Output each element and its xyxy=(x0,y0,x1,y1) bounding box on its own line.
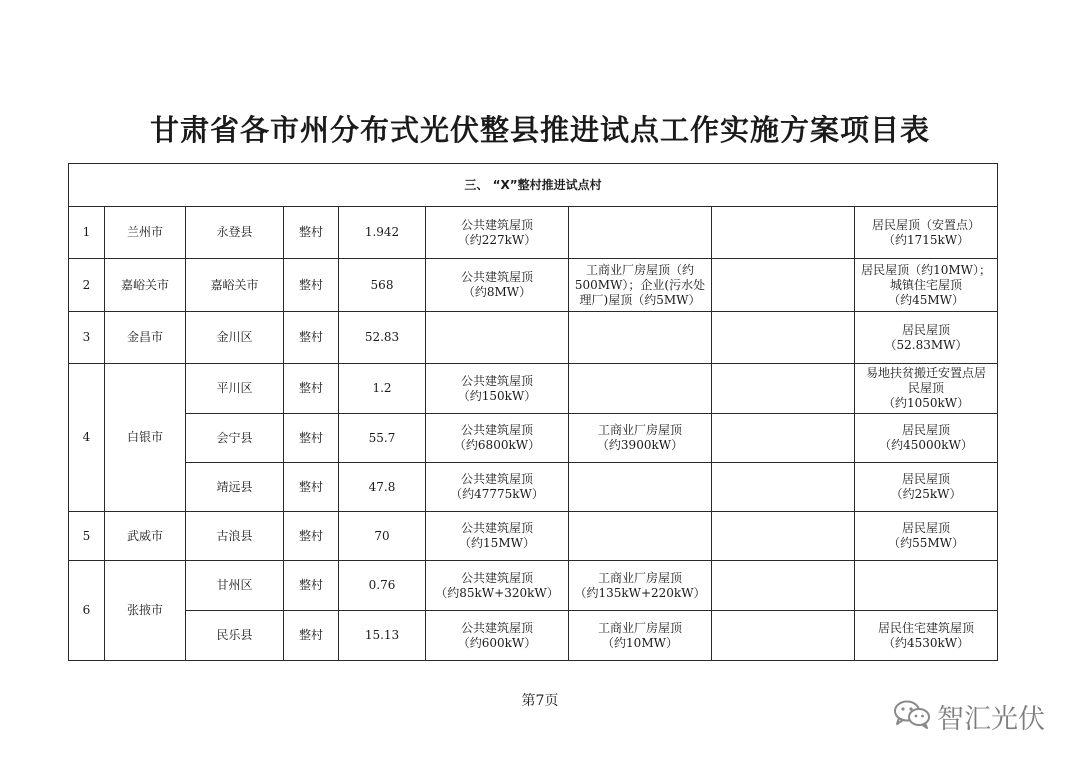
county-cell: 永登县 xyxy=(186,207,284,259)
cell-line: 民屋顶 xyxy=(908,381,945,395)
city-cell: 兰州市 xyxy=(105,207,186,259)
cell-line: 公共建筑屋顶 xyxy=(460,270,533,284)
capacity-cell: 0.76 xyxy=(339,561,426,611)
cell-line: 公共建筑屋顶 xyxy=(460,620,533,635)
cell-line: （约1050kW） xyxy=(882,396,970,410)
city-cell: 金昌市 xyxy=(105,312,186,364)
capacity-cell: 568 xyxy=(339,259,426,312)
cell-line: 公共建筑屋顶 xyxy=(460,570,533,585)
cell-line: 居民屋顶 xyxy=(902,322,951,337)
page-title: 甘肃省各市州分布式光伏整县推进试点工作实施方案项目表 xyxy=(149,113,930,147)
public-building-cell xyxy=(426,207,569,259)
industrial-cell xyxy=(569,512,712,561)
industrial-cell xyxy=(569,364,712,414)
residential-cell xyxy=(855,259,998,312)
row-number: 2 xyxy=(69,259,105,312)
residential-cell xyxy=(855,207,998,259)
cell-line: 居民住宅建筑屋顶 xyxy=(878,620,975,635)
cell-line: （约15MW） xyxy=(459,536,535,550)
other-cell xyxy=(712,207,855,259)
table-row xyxy=(69,561,998,611)
cell-line: （约45000kW） xyxy=(879,438,973,452)
cell-line: （约45MW） xyxy=(888,292,964,307)
county-cell: 平川区 xyxy=(186,364,284,414)
cell-line: （约150kW） xyxy=(457,388,537,403)
type-cell: 整村 xyxy=(284,312,339,364)
cell-line: （约47775kW） xyxy=(450,487,544,501)
cell-line: （约1715kW） xyxy=(882,232,970,247)
cell-line: （约85kW+320kW） xyxy=(435,585,559,600)
industrial-cell xyxy=(569,414,712,463)
other-cell xyxy=(712,414,855,463)
county-cell: 古浪县 xyxy=(186,512,284,561)
cell-line: （约135kW+220kW） xyxy=(574,585,706,600)
cell-line: （约25kW） xyxy=(890,487,962,501)
other-cell xyxy=(712,561,855,611)
cell-line: （约55MW） xyxy=(888,536,964,550)
cell-line: 工商业厂房屋顶 xyxy=(597,570,682,585)
residential-cell xyxy=(855,364,998,414)
residential-cell xyxy=(855,611,998,661)
cell-line: 易地扶贫搬迁安置点居 xyxy=(866,366,987,380)
capacity-cell: 55.7 xyxy=(339,414,426,463)
county-cell: 会宁县 xyxy=(186,414,284,463)
cell-line: 公共建筑屋顶 xyxy=(460,521,533,535)
public-building-cell xyxy=(426,611,569,661)
city-cell: 张掖市 xyxy=(105,561,186,661)
industrial-cell xyxy=(569,561,712,611)
public-building-cell xyxy=(426,259,569,312)
capacity-cell: 52.83 xyxy=(339,312,426,364)
cell-line: 公共建筑屋顶 xyxy=(460,423,533,437)
capacity-cell: 1.2 xyxy=(339,364,426,414)
cell-line: （52.83MW） xyxy=(884,337,968,352)
cell-line: 居民屋顶（约10MW）； xyxy=(861,262,991,277)
section-header: 三、 “X”整村推进试点村 xyxy=(69,164,998,207)
public-building-cell xyxy=(426,463,569,512)
table-row xyxy=(69,259,998,312)
city-cell: 嘉峪关市 xyxy=(105,259,186,312)
county-cell: 民乐县 xyxy=(186,611,284,661)
city-cell: 武威市 xyxy=(105,512,186,561)
cell-line: 居民屋顶 xyxy=(902,521,951,535)
cell-line: （约600kW） xyxy=(457,635,537,650)
type-cell: 整村 xyxy=(284,561,339,611)
industrial-cell xyxy=(569,463,712,512)
cell-line: 公共建筑屋顶 xyxy=(460,217,533,232)
industrial-cell xyxy=(569,259,712,312)
county-cell: 靖远县 xyxy=(186,463,284,512)
county-cell: 嘉峪关市 xyxy=(186,259,284,312)
other-cell xyxy=(712,259,855,312)
cell-line: 公共建筑屋顶 xyxy=(460,472,533,486)
cell-line: （约3900kW） xyxy=(596,438,684,452)
cell-line: 500MW）；企业(污水处 xyxy=(574,277,706,292)
cell-line: （约8MW） xyxy=(462,285,532,299)
other-cell xyxy=(712,364,855,414)
row-number: 6 xyxy=(69,561,105,661)
table-row xyxy=(69,312,998,364)
other-cell xyxy=(712,611,855,661)
cell-line: （约227kW） xyxy=(457,232,537,247)
cell-line: 城镇住宅屋顶 xyxy=(890,277,963,292)
residential-cell xyxy=(855,512,998,561)
cell-line: 工商业厂房屋顶 xyxy=(597,620,682,635)
capacity-cell: 47.8 xyxy=(339,463,426,512)
capacity-cell: 15.13 xyxy=(339,611,426,661)
other-cell xyxy=(712,312,855,364)
residential-cell xyxy=(855,312,998,364)
county-cell: 甘州区 xyxy=(186,561,284,611)
public-building-cell xyxy=(426,312,569,364)
other-cell xyxy=(712,512,855,561)
wechat-icon xyxy=(893,699,931,733)
type-cell: 整村 xyxy=(284,463,339,512)
cell-line: 工商业厂房屋顶 xyxy=(597,423,682,437)
industrial-cell xyxy=(569,312,712,364)
cell-line: （约6800kW） xyxy=(453,438,541,452)
watermark xyxy=(893,699,1045,733)
residential-cell xyxy=(855,463,998,512)
public-building-cell xyxy=(426,561,569,611)
residential-cell xyxy=(855,414,998,463)
project-table xyxy=(68,163,998,661)
other-cell xyxy=(712,463,855,512)
table-row xyxy=(69,512,998,561)
county-cell: 金川区 xyxy=(186,312,284,364)
section-header-row xyxy=(69,164,998,207)
cell-line: 工商业厂房屋顶（约 xyxy=(585,262,694,277)
table-row xyxy=(69,364,998,414)
type-cell: 整村 xyxy=(284,512,339,561)
watermark-text: 智汇光伏 xyxy=(937,703,1045,735)
type-cell: 整村 xyxy=(284,259,339,312)
type-cell: 整村 xyxy=(284,364,339,414)
capacity-cell: 70 xyxy=(339,512,426,561)
public-building-cell xyxy=(426,414,569,463)
capacity-cell: 1.942 xyxy=(339,207,426,259)
cell-line: （约10MW） xyxy=(602,635,678,650)
public-building-cell xyxy=(426,512,569,561)
table-row xyxy=(69,207,998,259)
type-cell: 整村 xyxy=(284,207,339,259)
cell-line: （约4530kW） xyxy=(882,635,970,650)
public-building-cell xyxy=(426,364,569,414)
table-row xyxy=(69,414,998,463)
cell-line: 理厂)屋顶（约5MW） xyxy=(579,292,701,307)
row-number: 3 xyxy=(69,312,105,364)
cell-line: 居民屋顶 xyxy=(902,423,951,437)
city-cell: 白银市 xyxy=(105,364,186,512)
cell-line: 居民屋顶（安置点） xyxy=(872,217,981,232)
table-row xyxy=(69,611,998,661)
row-number: 1 xyxy=(69,207,105,259)
cell-line: 居民屋顶 xyxy=(902,472,951,486)
residential-cell xyxy=(855,561,998,611)
cell-line: 公共建筑屋顶 xyxy=(460,373,533,388)
table-row xyxy=(69,463,998,512)
row-number: 5 xyxy=(69,512,105,561)
page-number: 第7页 xyxy=(521,693,559,709)
industrial-cell xyxy=(569,207,712,259)
type-cell: 整村 xyxy=(284,414,339,463)
row-number: 4 xyxy=(69,364,105,512)
industrial-cell xyxy=(569,611,712,661)
type-cell: 整村 xyxy=(284,611,339,661)
